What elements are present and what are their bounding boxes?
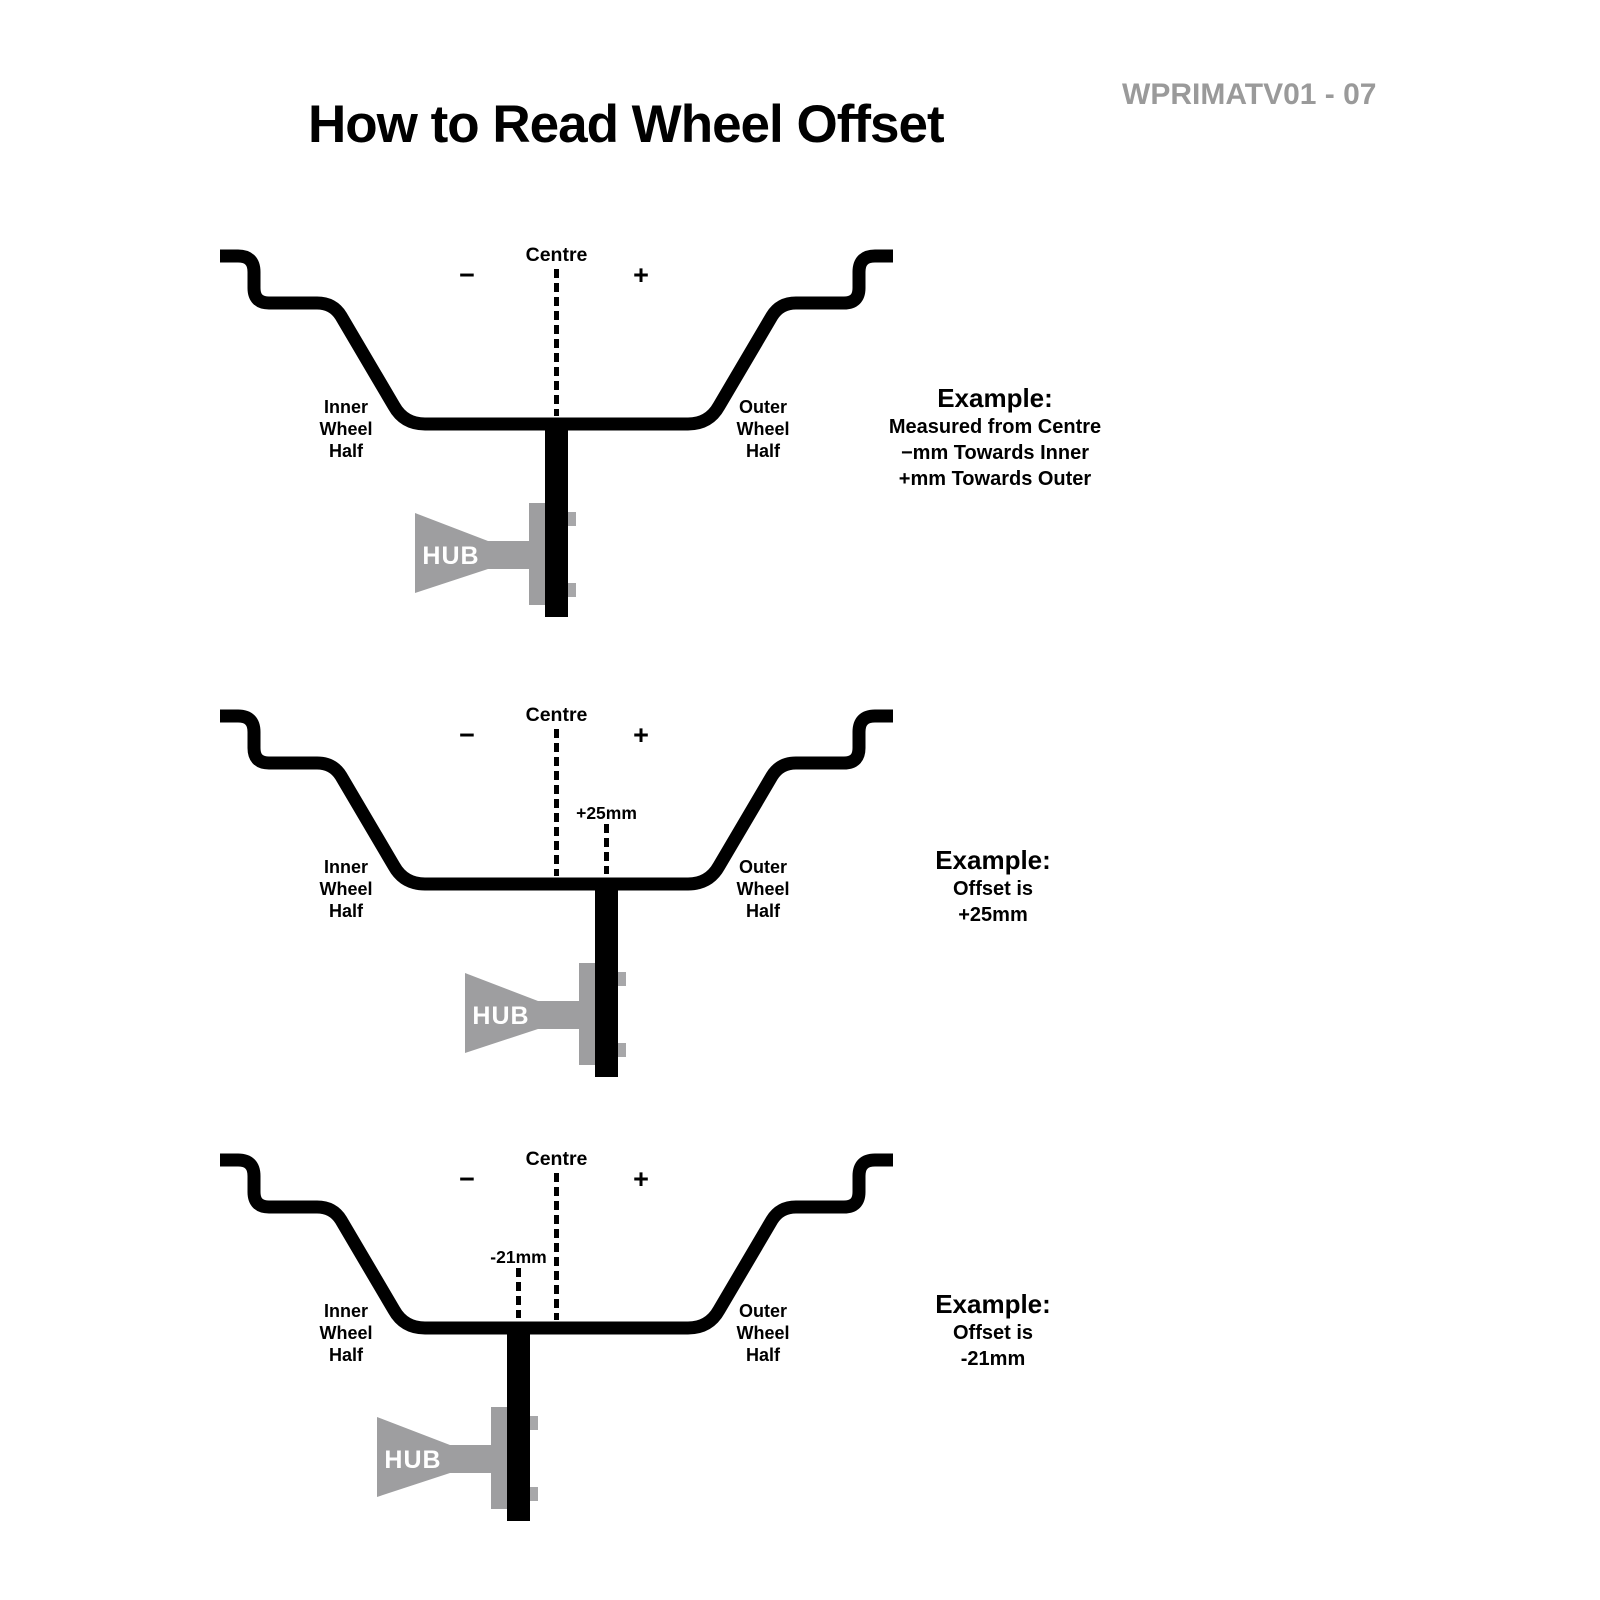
hub-plate	[529, 503, 545, 605]
inner-wheel-half-label: Wheel	[319, 879, 373, 899]
example-heading: Example:	[937, 383, 1053, 413]
inner-wheel-half-label: Half	[328, 1345, 364, 1365]
plus-sign: +	[633, 260, 649, 290]
minus-sign: −	[459, 720, 475, 750]
hub-shaft	[450, 1445, 491, 1473]
hub-label: HUB	[472, 1002, 530, 1030]
example-block-negative-offset	[843, 1288, 1143, 1372]
outer-wheel-half-label: Outer	[738, 857, 788, 877]
example-line: -21mm	[960, 1348, 1026, 1370]
example-block-zero-offset	[795, 382, 1195, 492]
inner-wheel-half-label: Inner	[323, 1301, 369, 1321]
plus-sign: +	[633, 1164, 649, 1194]
example-line: +mm Towards Outer	[898, 468, 1092, 490]
mounting-face-bar	[595, 878, 618, 1077]
offset-value-label: +25mm	[576, 803, 637, 823]
example-line: Offset is	[952, 878, 1034, 900]
hub-label: HUB	[384, 1446, 442, 1474]
minus-sign: −	[459, 260, 475, 290]
plus-sign: +	[633, 720, 649, 750]
outer-wheel-half-label: Half	[745, 1345, 781, 1365]
inner-wheel-half-label: Half	[328, 441, 364, 461]
wheel-diagram-positive-offset	[195, 690, 905, 1090]
wheel-stud-bottom	[568, 583, 576, 597]
wheel-diagram-negative-offset	[195, 1134, 905, 1534]
inner-wheel-half-label: Half	[328, 901, 364, 921]
minus-sign: −	[459, 1164, 475, 1194]
inner-wheel-half-label: Wheel	[319, 419, 373, 439]
outer-wheel-half-label: Wheel	[736, 879, 790, 899]
outer-wheel-half-label: Outer	[738, 397, 788, 417]
wheel-stud-bottom	[618, 1043, 626, 1057]
hub-plate	[579, 963, 595, 1065]
outer-wheel-half-label: Wheel	[736, 1323, 790, 1343]
centre-label: Centre	[525, 704, 588, 726]
wheel-stud-top	[568, 512, 576, 526]
hub-assembly	[415, 418, 576, 617]
example-block-positive-offset	[843, 844, 1143, 928]
outer-wheel-half-label: Wheel	[736, 419, 790, 439]
hub-label: HUB	[422, 542, 480, 570]
mounting-face-bar	[545, 418, 568, 617]
wheel-stud-bottom	[530, 1487, 538, 1501]
inner-wheel-half-label: Inner	[323, 857, 369, 877]
outer-wheel-half-label: Half	[745, 901, 781, 921]
hub-plate	[491, 1407, 507, 1509]
hub-assembly-shifted-outward	[465, 803, 637, 1077]
outer-wheel-half-label: Outer	[738, 1301, 788, 1321]
page-title: How to Read Wheel Offset	[308, 95, 944, 154]
inner-wheel-half-label: Wheel	[319, 1323, 373, 1343]
example-heading: Example:	[935, 845, 1051, 875]
mounting-face-bar	[507, 1322, 530, 1521]
example-heading: Example:	[935, 1289, 1051, 1319]
centre-label: Centre	[525, 244, 588, 266]
example-line: +25mm	[958, 904, 1028, 926]
example-line: Offset is	[952, 1322, 1034, 1344]
hub-shaft	[538, 1001, 579, 1029]
example-line: Measured from Centre	[888, 416, 1102, 438]
inner-wheel-half-label: Inner	[323, 397, 369, 417]
offset-value-label: -21mm	[490, 1247, 547, 1267]
wheel-stud-top	[618, 972, 626, 986]
hub-shaft	[488, 541, 529, 569]
centre-label: Centre	[525, 1148, 588, 1170]
outer-wheel-half-label: Half	[745, 441, 781, 461]
wheel-stud-top	[530, 1416, 538, 1430]
hub-assembly-shifted-inward	[377, 1247, 547, 1521]
example-line: −mm Towards Inner	[900, 442, 1089, 464]
doc-code: WPRIMATV01 - 07	[1122, 78, 1377, 111]
